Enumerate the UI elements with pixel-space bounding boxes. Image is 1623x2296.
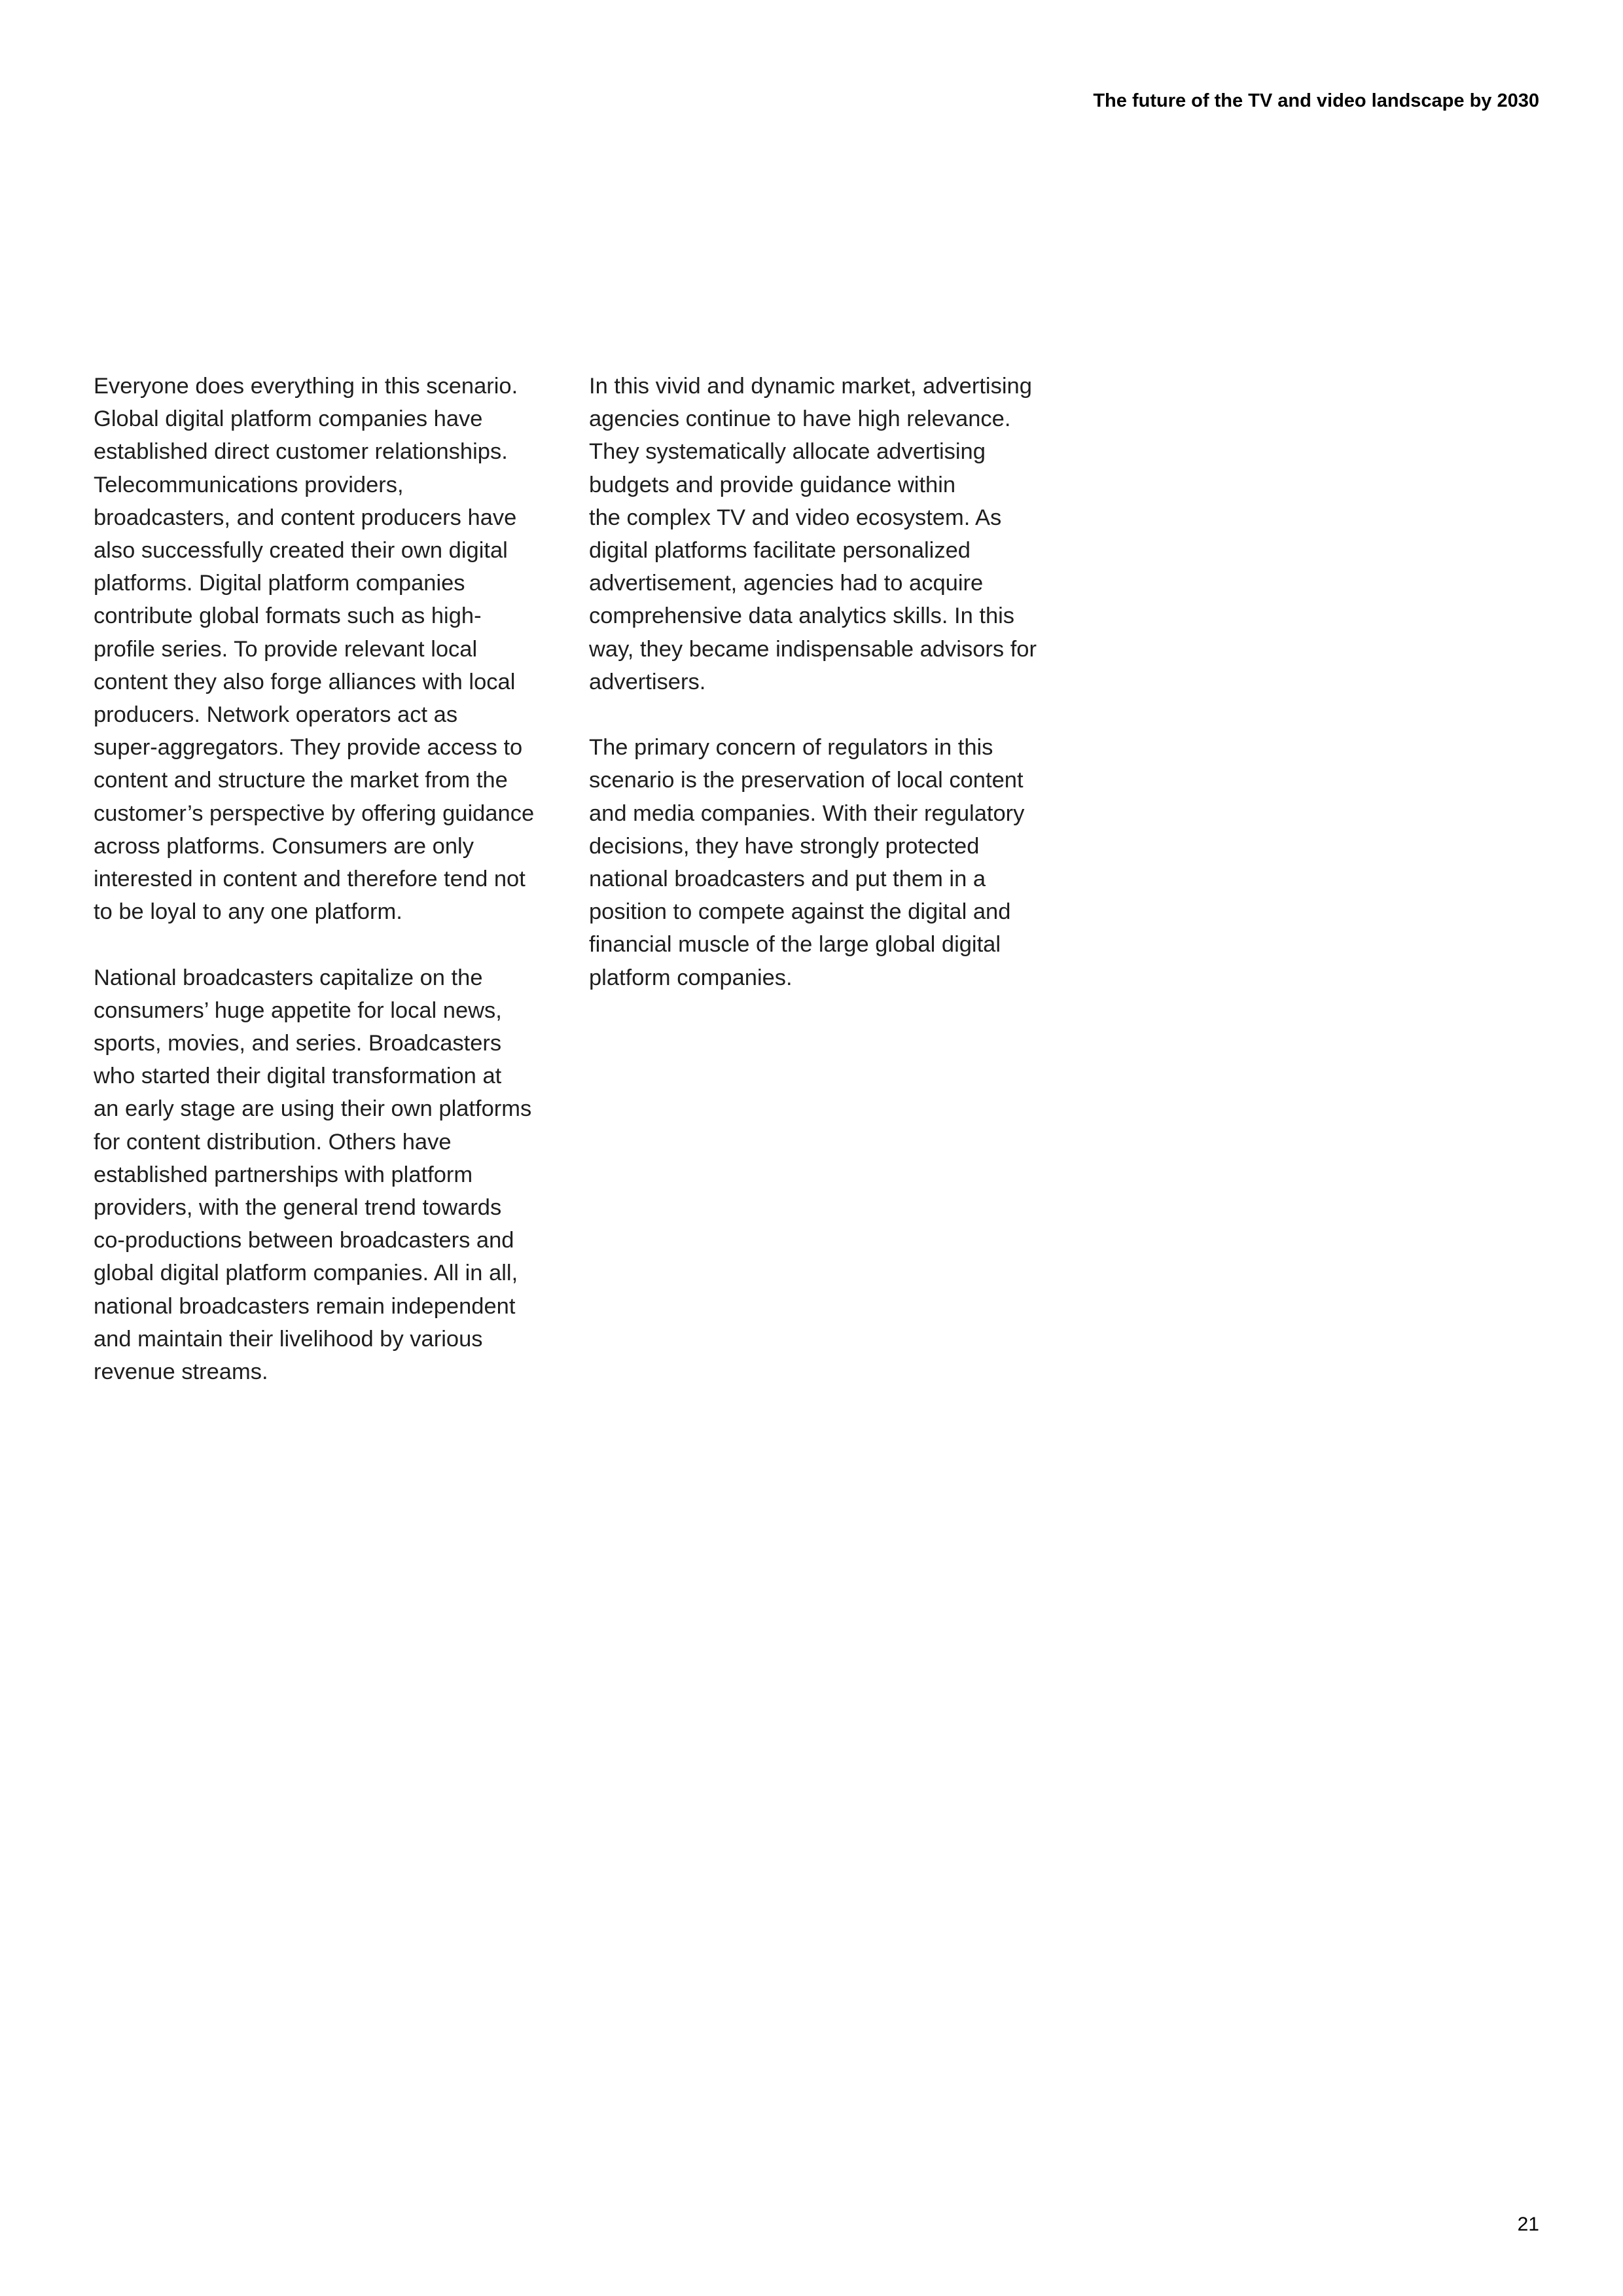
paragraph: National broadcasters capitalize on the consumers’ huge appetite for local news, sports, movies, and series. Broadcasters who started their digital transformation at an early stage are using their own platforms for content distribution. Others have established partnerships with platform providers, with the general trend towards co-productions between broadcasters and global digital platform companies. All in all, national broadcasters remain independent and maintain their livelihood by various revenue streams. (94, 965, 532, 1385)
text-column-right (589, 370, 1060, 994)
paragraph: The primary concern of regulators in this scenario is the preservation of local content and media companies. With their regulatory decisions, they have strongly protected national broadcasters and put them in a position to compete against the digital and financial muscle of the large global digital platform companies. (589, 735, 1025, 990)
paragraph: Everyone does everything in this scenario. Global digital platform companies have established direct customer relationships. Telecommunications providers, broadcasters, and content producers have also successfully created their own digital platforms. Digital platform companies contribute global formats such as high- profile series. To provide relevant local content they also forge alliances with local producers. Network operators act as super-aggregators. They provide access to content and structure the market from the customer’s perspective by offering guidance across platforms. Consumers are only interested in content and therefore tend not to be loyal to any one platform. (94, 374, 535, 925)
text-column-left (94, 370, 562, 1388)
paragraph: In this vivid and dynamic market, advertising agencies continue to have high relevance. They systematically allocate advertising budgets and provide guidance within the complex TV and video ecosystem. As digital platforms facilitate personalized advertisement, agencies had to acquire comprehensive data analytics skills. In this way, they became indispensable advisors for advertisers. (589, 374, 1037, 694)
running-header: The future of the TV and video landscape by 2030 (1093, 90, 1539, 111)
page-number: 21 (1517, 2214, 1539, 2235)
